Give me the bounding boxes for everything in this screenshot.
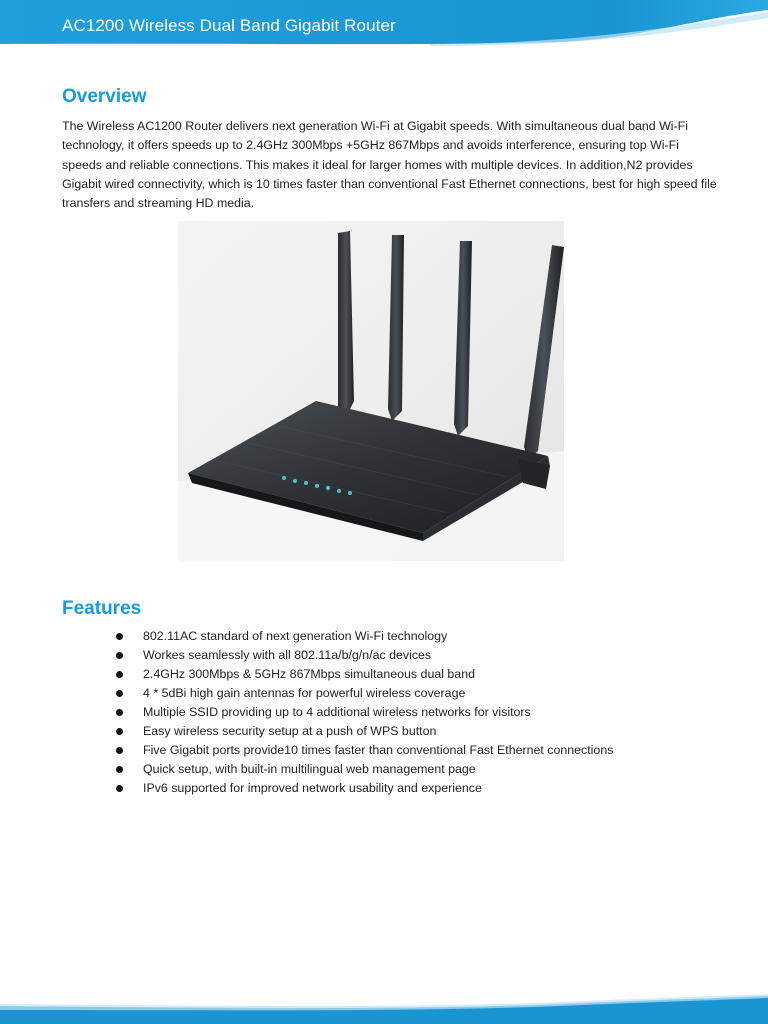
feature-text: Easy wireless security setup at a push of WPS button bbox=[143, 724, 437, 738]
feature-text: 4 * 5dBi high gain antennas for powerful wireless coverage bbox=[143, 686, 466, 700]
list-item bbox=[114, 760, 613, 779]
footer-wave-shape bbox=[0, 994, 768, 1024]
bullet-icon bbox=[116, 652, 123, 659]
features-list bbox=[114, 627, 613, 798]
list-item bbox=[114, 741, 613, 760]
bullet-icon bbox=[116, 690, 123, 697]
feature-text: Multiple SSID providing up to 4 additional wireless networks for visitors bbox=[143, 705, 531, 719]
feature-text: IPv6 supported for improved network usability and experience bbox=[143, 781, 482, 795]
list-item bbox=[114, 627, 613, 646]
bullet-icon bbox=[116, 766, 123, 773]
list-item bbox=[114, 722, 613, 741]
features-heading: Features bbox=[62, 598, 142, 619]
bullet-icon bbox=[116, 785, 123, 792]
list-item bbox=[114, 703, 613, 722]
feature-text: 802.11AC standard of next generation Wi-Fi technology bbox=[143, 629, 448, 643]
list-item bbox=[114, 665, 613, 684]
document-title: AC1200 Wireless Dual Band Gigabit Router bbox=[62, 16, 396, 35]
bullet-icon bbox=[116, 671, 123, 678]
list-item bbox=[114, 646, 613, 665]
list-item bbox=[114, 779, 613, 798]
footer-banner bbox=[0, 994, 768, 1024]
bullet-icon bbox=[116, 633, 123, 640]
overview-paragraph: The Wireless AC1200 Router delivers next generation Wi-Fi at Gigabit speeds. With simultaneous dual band Wi-Fi technology, it offers speeds up to 2.4GHz 300Mbps +5GHz 867Mbps and avoids interference, ensuring top Wi-Fi speeds and reliable connections. This makes it ideal for larger homes with multiple devices. In addition,N2 provides Gigabit wired connectivity, which is 10 times faster than conventional Fast Ethernet connections, best for high speed file transfers and streaming HD media. bbox=[62, 119, 717, 211]
bullet-icon bbox=[116, 728, 123, 735]
overview-heading: Overview bbox=[62, 86, 147, 107]
feature-text: Workes seamlessly with all 802.11a/b/g/n/ac devices bbox=[143, 648, 432, 662]
header-banner bbox=[0, 0, 768, 50]
bullet-icon bbox=[116, 709, 123, 716]
bullet-icon bbox=[116, 747, 123, 754]
feature-text: Five Gigabit ports provide10 times faster than conventional Fast Ethernet connections bbox=[143, 743, 614, 757]
list-item bbox=[114, 684, 613, 703]
router-product-image bbox=[178, 221, 564, 561]
feature-text: Quick setup, with built-in multilingual web management page bbox=[143, 762, 476, 776]
feature-text: 2.4GHz 300Mbps & 5GHz 867Mbps simultaneous dual band bbox=[143, 667, 475, 681]
